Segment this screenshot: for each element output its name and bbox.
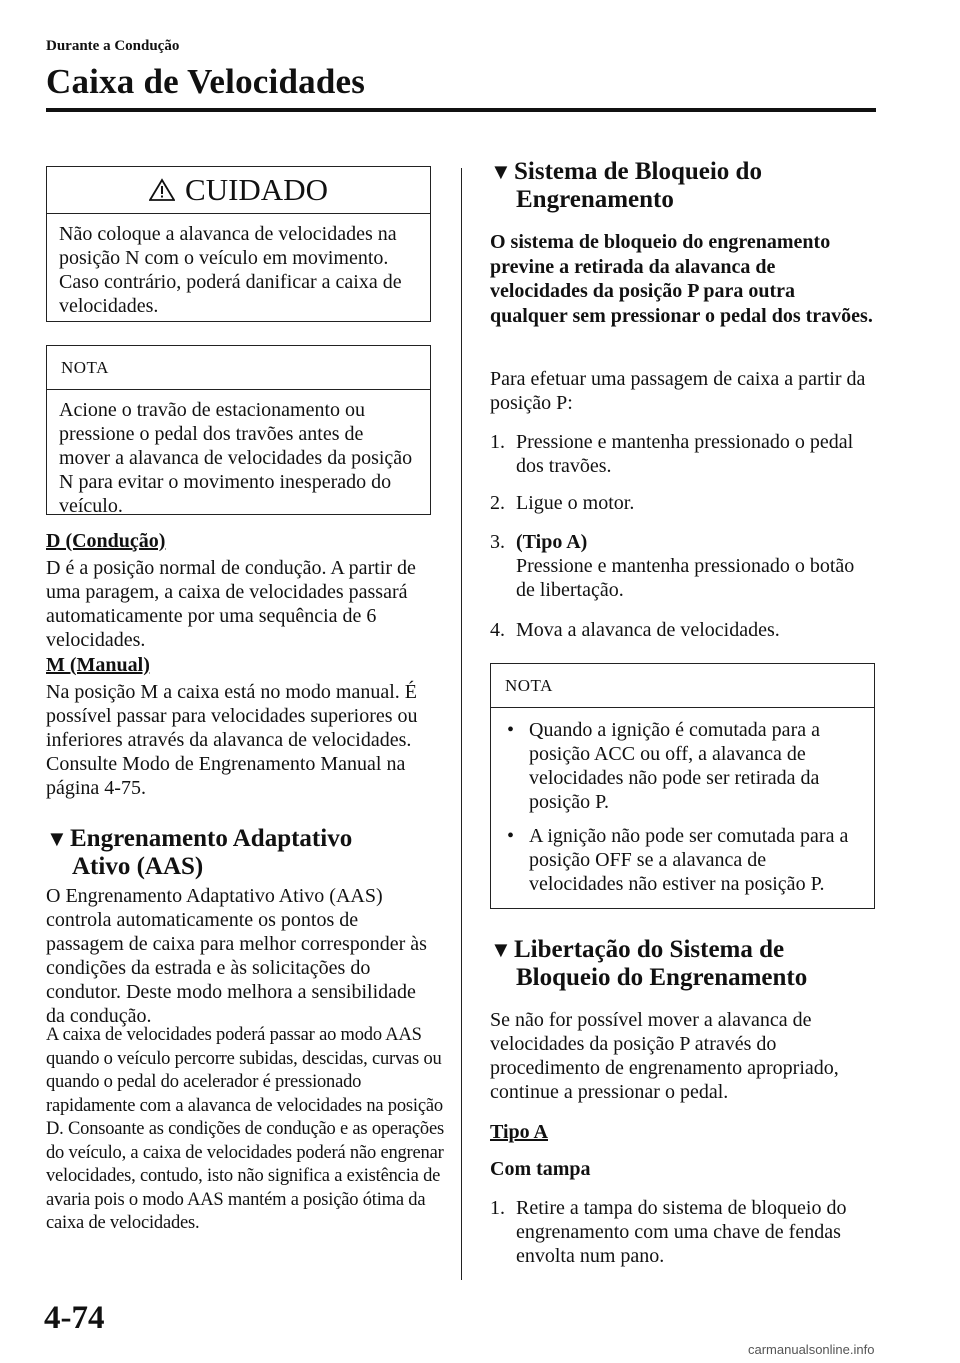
tipo-a-heading: Tipo A [490, 1121, 548, 1143]
aas-text-2: A caixa de velocidades poderá passar ao modo AAS quando o veículo percorre subidas, descidas, curvas ou quando o pedal do acelerador é pressionado rapidamente com a alavanca de velocidades na posição D. Consoante as condições de condução e as operações do veículo, a caixa de velocidades poderá não engrenar velocidades, contudo, isto não significa a existência de avaria pois o modo AAS mantém a posição ótima da caixa de velocidades. [46, 1025, 444, 1233]
note-box-1 [46, 345, 431, 515]
note-heading: NOTA [491, 664, 874, 708]
lock-system-heading: ▼Sistema de Bloqueio do Engrenamento [490, 158, 762, 213]
caution-heading [47, 167, 430, 214]
page-title: Caixa de Velocidades [46, 62, 366, 101]
caution-title: CUIDADO [185, 172, 328, 207]
release-text: Se não for possível mover a alavanca de velocidades da posição P através do procedimento de engrenamento apropriado, continue a pressionar o pedal. [490, 1009, 839, 1103]
note-bullet: • Quando a ignição é comutada para a posição ACC ou off, a alavanca de velocidades não pode ser retirada da posição P. [507, 719, 820, 813]
warning-icon [149, 178, 175, 202]
triangle-marker-icon: ▼ [490, 937, 512, 962]
m-text: Na posição M a caixa está no modo manual. É possível passar para velocidades superiores ou inferiores através da alavanca de velocidades. Consulte Modo de Engrenamento Manual na página 4-75. [46, 681, 418, 799]
column-divider [461, 168, 462, 1280]
lock-text: Para efetuar uma passagem de caixa a partir da posição P: [490, 368, 866, 414]
aas-text: O Engrenamento Adaptativo Ativo (AAS) controla automaticamente os pontos de passagem de caixa para melhor corresponder às condições da estrada e às solicitações do condutor. Deste modo melhora a sensibilidade da condução. [46, 885, 427, 1027]
release-heading: ▼Libertação do Sistema de Bloqueio do Engrenamento [490, 936, 808, 991]
note-box-2 [490, 663, 875, 909]
watermark: carmanualsonline.info [748, 1342, 875, 1357]
caution-text: Não coloque a alavanca de velocidades na posição N com o veículo em movimento. Caso contrário, poderá danificar a caixa de velocidades. [59, 223, 402, 317]
caution-box [46, 166, 431, 322]
aas-heading: ▼Engrenamento Adaptativo Ativo (AAS) [46, 825, 353, 880]
note-bullet: • A ignição não pode ser comutada para a posição OFF se a alavanca de velocidades não estiver na posição P. [507, 825, 849, 895]
note-text: Acione o travão de estacionamento ou pressione o pedal dos travões antes de mover a alavanca de velocidades da posição N para evitar o movimento inesperado do veículo. [59, 399, 413, 517]
m-heading: M (Manual) [46, 654, 150, 676]
triangle-marker-icon: ▼ [46, 826, 68, 851]
triangle-marker-icon: ▼ [490, 159, 512, 184]
header-rule [46, 108, 876, 112]
page-number: 4-74 [44, 1300, 105, 1336]
running-header: Durante a Condução [46, 38, 180, 54]
d-heading: D (Condução) [46, 530, 166, 552]
note-heading: NOTA [47, 346, 430, 390]
com-tampa-label: Com tampa [490, 1158, 591, 1180]
lock-intro: O sistema de bloqueio do engrenamento previne a retirada da alavanca de velocidades da posição P para outra qualquer sem pressionar o pedal dos travões. [490, 231, 873, 327]
d-text: D é a posição normal de condução. A partir de uma paragem, a caixa de velocidades passará automaticamente por uma sequência de 6 velocidades. [46, 557, 416, 651]
